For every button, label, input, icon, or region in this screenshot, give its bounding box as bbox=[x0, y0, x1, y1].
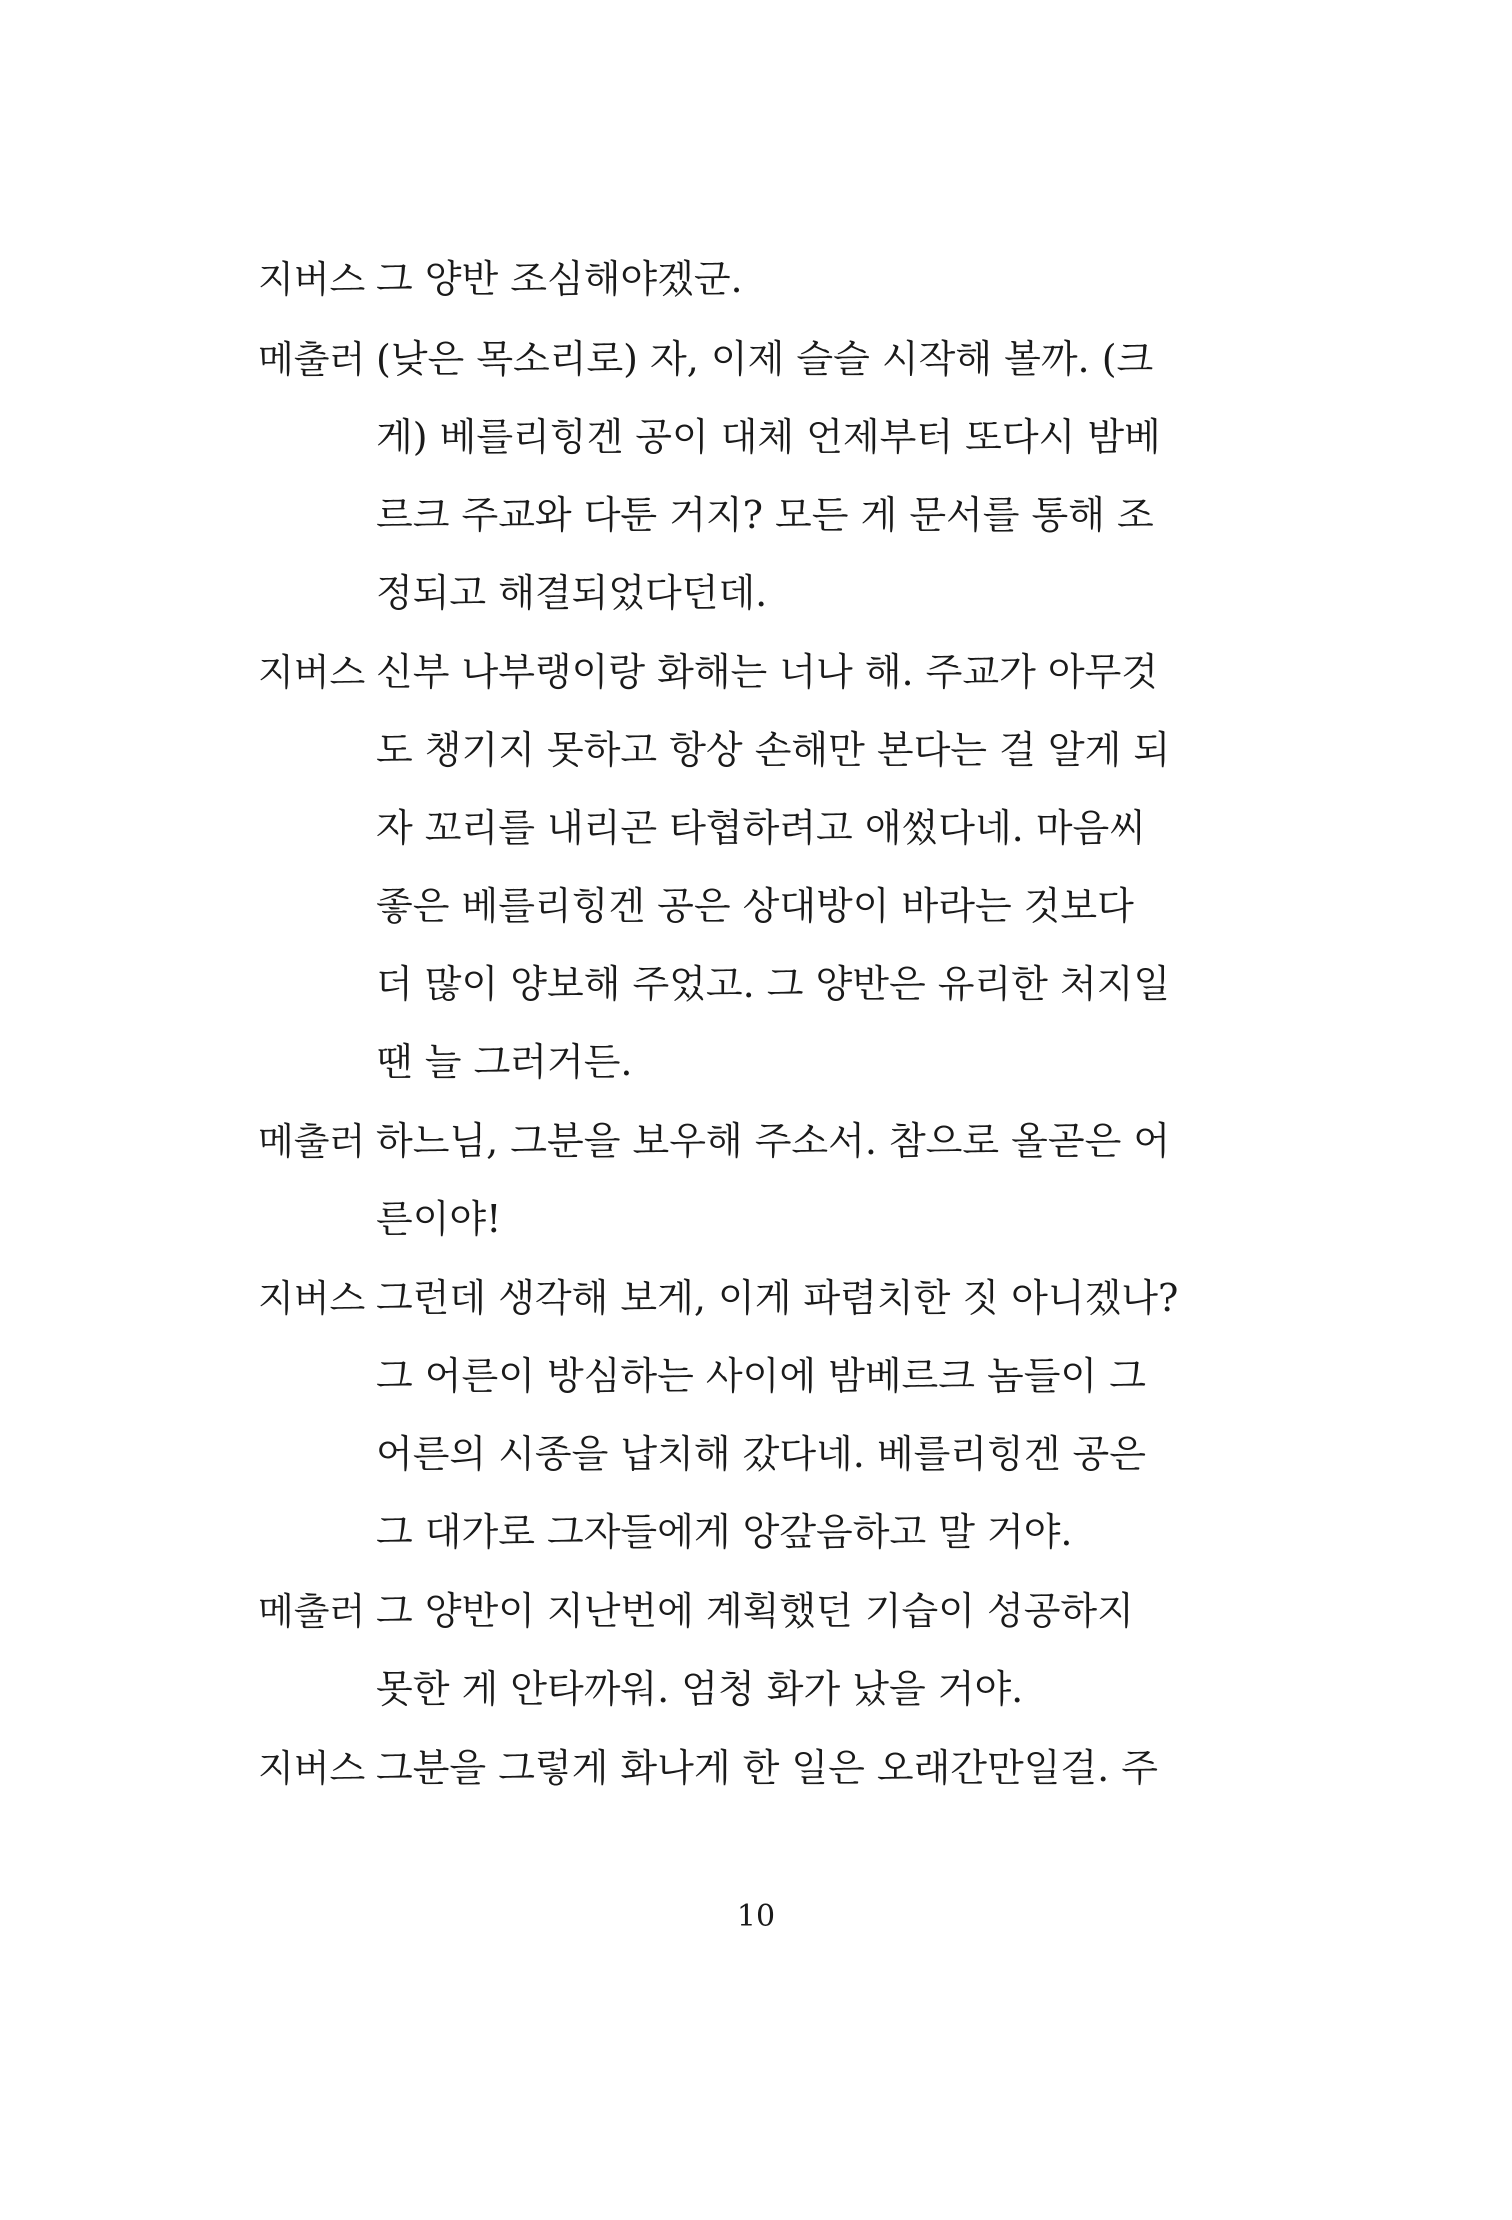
dialogue-continuation: 못한 게 안타까워. 엄청 화가 났을 거야. bbox=[376, 1667, 1024, 1711]
speaker-name: 지버스 bbox=[258, 258, 366, 301]
dialogue-text: 그 양반이 지난번에 계획했던 기습이 성공하지 bbox=[376, 1589, 1134, 1633]
dialogue-continuation: 그 어른이 방심하는 사이에 밤베르크 놈들이 그 bbox=[376, 1354, 1146, 1398]
dialogue-text: 그분을 그렇게 화나게 한 일은 오래간만일걸. 주 bbox=[376, 1746, 1159, 1790]
dialogue-line bbox=[258, 335, 1258, 384]
dialogue-continuation: 어른의 시종을 납치해 갔다네. 베를리힝겐 공은 bbox=[376, 1432, 1146, 1476]
page-number: 10 bbox=[736, 1899, 776, 1934]
dialogue-continuation: 자 꼬리를 내리곤 타협하려고 애썼다네. 마음씨 bbox=[376, 806, 1146, 850]
dialogue-continuation: 그 대가로 그자들에게 앙갚음하고 말 거야. bbox=[376, 1510, 1073, 1554]
dialogue-continuation: 도 챙기지 못하고 항상 손해만 본다는 걸 알게 되 bbox=[376, 728, 1171, 772]
dialogue-continuation: 더 많이 양보해 주었고. 그 양반은 유리한 처지일 bbox=[376, 962, 1171, 1006]
dialogue-continuation: 게) 베를리힝겐 공이 대체 언제부터 또다시 밤베 bbox=[376, 415, 1161, 459]
dialogue-text: (낮은 목소리로) 자, 이제 슬슬 시작해 볼까. (크 bbox=[376, 337, 1154, 381]
dialogue-line bbox=[258, 1117, 1258, 1166]
speaker-name: 지버스 bbox=[258, 1747, 366, 1790]
dialogue-text: 그 양반 조심해야겠군. bbox=[376, 257, 743, 301]
dialogue-continuation: 땐 늘 그러거든. bbox=[376, 1040, 633, 1084]
dialogue-text: 하느님, 그분을 보우해 주소서. 참으로 올곧은 어 bbox=[376, 1119, 1171, 1163]
dialogue-text: 신부 나부랭이랑 화해는 너나 해. 주교가 아무것 bbox=[376, 650, 1159, 694]
dialogue-line bbox=[258, 255, 1258, 304]
speaker-name: 메출러 bbox=[258, 1590, 366, 1633]
dialogue-line bbox=[258, 1744, 1258, 1793]
dialogue-line bbox=[258, 648, 1258, 697]
speaker-name: 메출러 bbox=[258, 1120, 366, 1163]
dialogue-continuation: 정되고 해결되었다던데. bbox=[376, 571, 768, 615]
dialogue-continuation: 른이야! bbox=[376, 1197, 502, 1241]
speaker-name: 지버스 bbox=[258, 651, 366, 694]
dialogue-line bbox=[258, 1274, 1258, 1323]
dialogue-line bbox=[258, 1587, 1258, 1636]
speaker-name: 메출러 bbox=[258, 338, 366, 381]
dialogue-continuation: 좋은 베를리힝겐 공은 상대방이 바라는 것보다 bbox=[376, 884, 1134, 928]
speaker-name: 지버스 bbox=[258, 1277, 366, 1320]
dialogue-continuation: 르크 주교와 다툰 거지? 모든 게 문서를 통해 조 bbox=[376, 493, 1154, 537]
dialogue-text: 그런데 생각해 보게, 이게 파렴치한 짓 아니겠나? bbox=[376, 1276, 1179, 1320]
